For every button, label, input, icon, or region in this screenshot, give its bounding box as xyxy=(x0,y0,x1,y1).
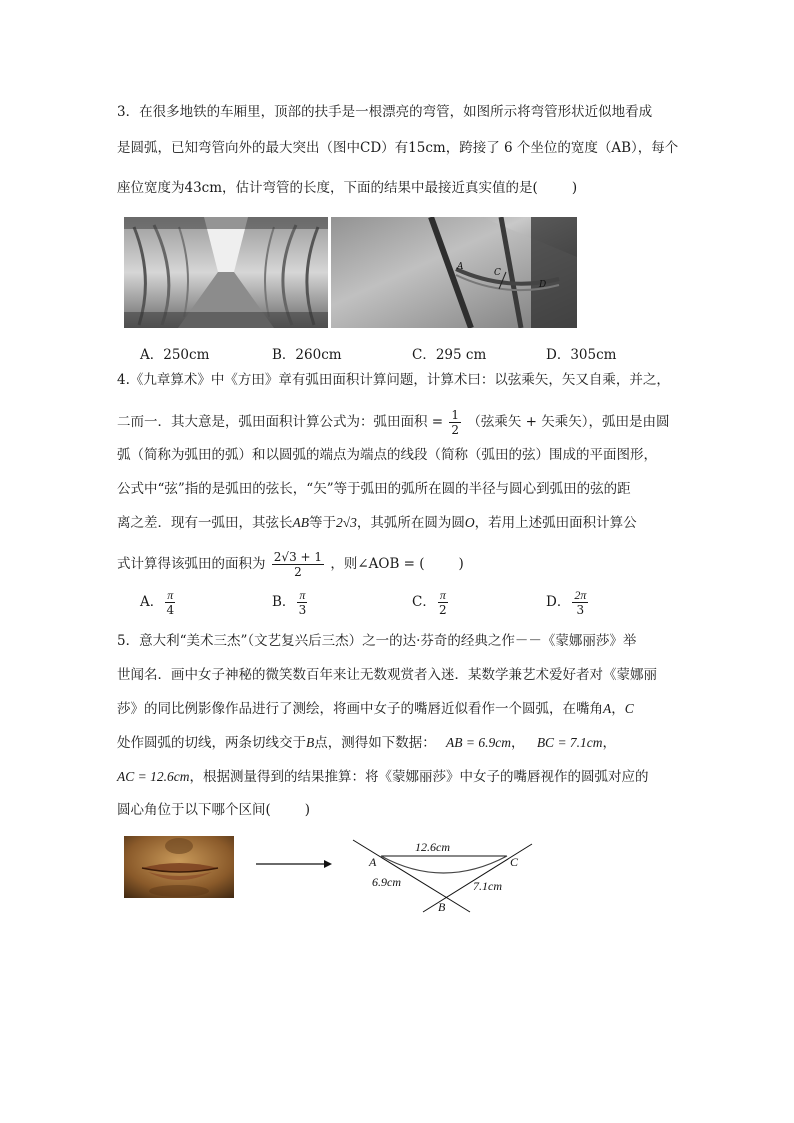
q3-line-3-text: 座位宽度为43cm，估计弯管的长度，下面的结果中最接近真实值的是( xyxy=(117,180,538,196)
q4-option-c[interactable] xyxy=(412,588,450,617)
q3-option-c[interactable]: C．295 cm xyxy=(412,347,487,363)
q5-measure-ac: AC = 12.6cm xyxy=(117,769,190,784)
q5-line-6 xyxy=(117,800,310,820)
q4-option-a-label: A． xyxy=(140,594,164,610)
q4-line-6-end: ) xyxy=(458,556,464,572)
q4-area-num: 2√3 + 1 xyxy=(273,550,323,564)
mona-lisa-lips-photo xyxy=(124,836,234,898)
q4-area-den: 2 xyxy=(294,565,302,579)
q5-line-4-b: 点，测得如下数据： xyxy=(314,735,436,751)
q4-line-4: 公式中“弦”指的是弧田的弦长，“矢”等于弧田的弧所在圆的半径与圆心到弧田的弦的距 xyxy=(117,481,631,497)
q4-area-fraction xyxy=(272,550,324,579)
q4-option-a-num: π xyxy=(167,588,174,602)
label-point-b: B xyxy=(438,900,446,914)
q4-option-b-den: 3 xyxy=(298,603,307,617)
q3-line-3-end: ) xyxy=(571,180,578,196)
q3-option-d[interactable]: D．305cm xyxy=(546,347,617,363)
q5-point-a: A xyxy=(603,701,612,716)
photo-label-c: C xyxy=(494,268,501,278)
q5-line-5-b: ，根据测量得到的结果推算：将《蒙娜丽莎》中女子的嘴唇视作的圆弧对应的 xyxy=(189,769,649,785)
q4-option-a-den: 4 xyxy=(166,603,175,617)
q5-line-3-a: 莎》的同比例影像作品进行了测绘，将画中女子的嘴唇近似看作一个圆弧，在嘴角 xyxy=(117,701,603,717)
q4-line-5-d: ，若用上述弧田面积计算公 xyxy=(474,515,637,531)
q5-line-1: 5．意大利“美术三杰”（文艺复兴后三杰）之一的达·芬奇的经典之作－－《蒙娜丽莎》举 xyxy=(117,633,637,649)
q4-circle-o: O xyxy=(464,515,475,530)
subway-photo-left xyxy=(124,217,328,328)
q4-option-b-label: B． xyxy=(272,594,296,610)
label-ac-length: 12.6cm xyxy=(415,840,450,854)
q4-line-5 xyxy=(117,513,637,533)
label-ab-length: 6.9cm xyxy=(372,875,401,889)
q5-line-3 xyxy=(117,699,634,719)
q4-option-c-label: C． xyxy=(412,594,436,610)
q4-option-b-num: π xyxy=(299,588,306,602)
q4-option-c-num: π xyxy=(439,588,446,602)
q4-line-6-b: ，则∠AOB = ( xyxy=(330,556,425,572)
q4-formula-frac-num: 1 xyxy=(451,408,460,422)
q5-line-2: 世闻名．画中女子神秘的微笑数百年来让无数观赏者入迷．某数学兼艺术爱好者对《蒙娜丽 xyxy=(117,667,657,683)
q3-line-1: 3．在很多地铁的车厢里，顶部的扶手是一根漂亮的弯管，如图所示将弯管形状近似地看成 xyxy=(117,104,653,120)
q4-line-2 xyxy=(117,403,670,441)
q4-line-2-b: （弦乘矢 + 矢乘矢），弧田是由圆 xyxy=(467,414,670,430)
q3-option-a[interactable]: A．250cm xyxy=(140,347,210,363)
q4-option-a[interactable] xyxy=(140,588,177,617)
q5-line-4: 处作圆弧的切线，两条切线交于B点，测得如下数据： AB = 6.9cm， BC = 7.1cm， xyxy=(117,735,617,751)
q4-option-d-label: D． xyxy=(546,594,571,610)
q4-line-5-a: 离之差．现有一弧田，其弦长 xyxy=(117,515,293,531)
q4-chord-value: 2√3 xyxy=(336,515,357,530)
q4-line-2-a: 二而一．其大意是，弧田面积计算公式为：弧田面积 = xyxy=(117,414,444,430)
q4-option-c-den: 2 xyxy=(439,603,447,617)
q4-option-d[interactable] xyxy=(546,588,590,617)
q4-formula-frac-den: 2 xyxy=(451,423,460,437)
label-point-c: C xyxy=(510,855,519,869)
q5-point-c: C xyxy=(624,701,634,716)
q4-line-5-c: ，其弧所在圆为圆 xyxy=(356,515,465,531)
subway-photo-right xyxy=(331,217,577,328)
q3-option-b[interactable]: B．260cm xyxy=(272,347,342,363)
label-bc-length: 7.1cm xyxy=(473,879,502,893)
q5-measure-ab: AB = 6.9cm xyxy=(446,735,512,750)
q4-line-5-b: 等于 xyxy=(309,515,336,531)
photo-label-d: D xyxy=(539,280,547,290)
q4-formula-fraction xyxy=(449,408,461,437)
q4-option-d-num: 2π xyxy=(574,588,587,602)
arrow-icon xyxy=(256,857,332,871)
q5-line-3-b: ， xyxy=(611,701,625,717)
q5-line-6-text: 圆心角位于以下哪个区间( xyxy=(117,802,271,818)
q4-line-6-a: 式计算得该弧田的面积为 xyxy=(117,556,266,572)
q4-option-b[interactable] xyxy=(272,588,309,617)
photo-label-a: A xyxy=(457,262,464,272)
q4-line-6 xyxy=(117,545,464,583)
q5-point-b: B xyxy=(306,735,315,750)
q5-line-6-end: ) xyxy=(304,802,311,818)
q4-line-3: 弧（简称为弧田的弧）和以圆弧的端点为端点的线段（简称（弧田的弦）围成的平面图形， xyxy=(117,447,657,463)
q4-option-d-den: 3 xyxy=(576,603,585,617)
q5-line-5 xyxy=(117,767,648,787)
q3-line-3 xyxy=(117,178,577,198)
q4-line-1: 4.《九章算术》中《方田》章有弧田面积计算问题，计算术曰：以弦乘矢，矢又自乘，并之， xyxy=(117,372,670,388)
label-point-a: A xyxy=(369,855,377,869)
tangent-diagram xyxy=(345,832,540,914)
q5-line-4-a: 处作圆弧的切线，两条切线交于 xyxy=(117,735,306,751)
q4-chord-ab: AB xyxy=(292,515,309,530)
q5-measure-bc: BC = 7.1cm xyxy=(536,735,603,750)
q3-line-2: 是圆弧，已知弯管向外的最大突出（图中CD）有15cm，跨接了 6 个坐位的宽度（AB），每个 xyxy=(117,140,679,156)
